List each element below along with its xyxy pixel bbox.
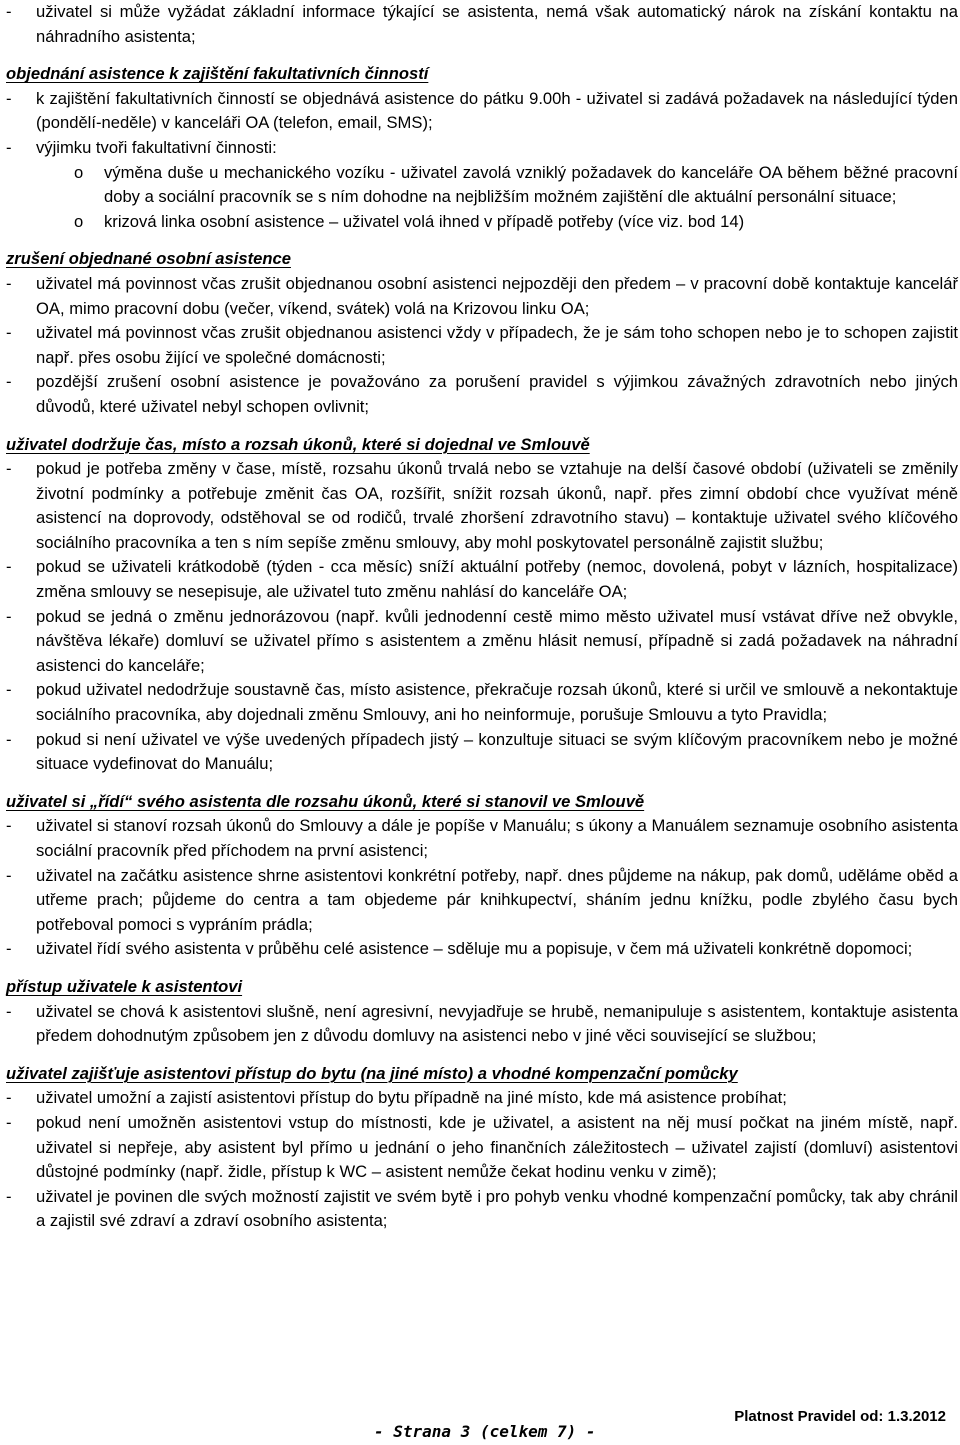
list-dash: - — [6, 1088, 12, 1108]
list-dash: - — [6, 1112, 12, 1132]
list-dash: - — [6, 680, 12, 700]
list-item — [6, 1185, 958, 1234]
list-bullet: o — [74, 162, 84, 182]
section-pristup-do-bytu — [6, 1062, 958, 1234]
list-item-text: uživatel si stanoví rozsah úkonů do Smlouvy a dále je popíše v Manuálu; s úkony a Manuálem seznamuje osobního asistenta sociální pracovník před příchodem na první asistenci; — [36, 816, 958, 860]
section-intro — [6, 0, 958, 49]
list-item-text: uživatel na začátku asistence shrne asistentovi konkrétní potřeby, např. dnes půjdeme na nákup, pak domů, uděláme oběd a utřeme prach; půjdeme do centra a tam objedeme pár knihkupectví, sháním jednu knížku, podle zbylého času bych potřeboval pomoci s vypráním prádla; — [36, 865, 958, 934]
list-dash: - — [6, 1001, 12, 1021]
validity-date: Platnost Pravidel od: 1.3.2012 — [734, 1408, 946, 1425]
list-dash: - — [6, 1186, 12, 1206]
section-dodrzovani — [6, 433, 958, 777]
list-item-text: pokud se uživateli krátkodobě (týden - cca měsíc) sníží aktuální potřeby (nemoc, dovolená, pobyt v lázních, hospitalizace) změna smlouvy se nesepisuje, ale uživatel tuto změnu nahlásí do kanceláře OA; — [36, 557, 958, 602]
section-heading: uživatel zajišťuje asistentovi přístup do bytu (na jiné místo) a vhodné kompenzační pomůcky — [6, 1063, 738, 1083]
list-dash: - — [6, 372, 12, 392]
sub-list-item — [6, 210, 958, 235]
section-heading: objednání asistence k zajištění fakultativních činností — [6, 64, 429, 84]
list-item-text: uživatel umožní a zajistí asistentovi přístup do bytu případně na jiné místo, kde má asistence probíhat; — [36, 1088, 787, 1108]
section-zruseni — [6, 247, 958, 419]
list-bullet: o — [74, 211, 84, 231]
section-heading: zrušení objednané osobní asistence — [6, 249, 291, 269]
section-pristup-uzivatele — [6, 975, 958, 1049]
list-dash: - — [6, 459, 12, 479]
list-item — [6, 937, 958, 962]
section-objednani — [6, 62, 958, 234]
list-item — [6, 0, 958, 49]
list-dash: - — [6, 865, 12, 885]
list-item-text: uživatel se chová k asistentovi slušně, není agresivní, nevyjadřuje se hrubě, nemanipuluje s asistentem, kontaktuje asistenta předem dohodnutým způsobem jen z důvodu domluvy na asistenci nebo v jiné věci související se službou; — [36, 1001, 958, 1046]
list-item — [6, 814, 958, 863]
list-item — [6, 1086, 958, 1111]
section-heading: přístup uživatele k asistentovi — [6, 976, 243, 996]
list-item-text: uživatel má povinnost včas zrušit objednanou asistenci vždy v případech, že je sám toho schopen nebo je to schopen zajistit např. přes osobu žijící ve společné domácnosti; — [36, 323, 958, 367]
list-item-text: pokud si není uživatel ve výše uvedených případech jistý – konzultuje situaci se svým klíčovým pracovníkem nebo je možné situace vydefinovat do Manuálu; — [36, 729, 958, 774]
document-page — [6, 0, 958, 1234]
list-item — [6, 678, 958, 727]
list-dash: - — [6, 273, 12, 293]
list-item-text: pokud uživatel nedodržuje soustavně čas, místo asistence, překračuje rozsah úkonů, které si určil ve smlouvě a nekontaktuje sociálního pracovníka, aby dojednali změnu Smlouvy, ani ho neinformuje, porušuje Smlouvu a tyto Pravidla; — [36, 680, 958, 725]
list-item — [6, 1000, 958, 1049]
list-dash: - — [6, 939, 12, 959]
list-item — [6, 864, 958, 938]
sub-item-text: krizová linka osobní asistence – uživatel volá ihned v případě potřeby (více viz. bod 14) — [104, 211, 745, 231]
page-number: - Strana 3 (celkem 7) - — [374, 1422, 596, 1441]
list-item — [6, 1111, 958, 1185]
list-dash: - — [6, 88, 12, 108]
list-dash: - — [6, 557, 12, 577]
list-dash: - — [6, 729, 12, 749]
page-footer — [0, 1408, 960, 1445]
section-rizeni-asistenta — [6, 790, 958, 962]
list-item-text: uživatel řídí svého asistenta v průběhu celé asistence – sděluje mu a popisuje, v čem má uživateli konkrétně dopomoci; — [36, 939, 913, 959]
list-item — [6, 555, 958, 604]
list-item — [6, 457, 958, 555]
list-item — [6, 321, 958, 370]
list-dash: - — [6, 137, 12, 157]
list-item-text: k zajištění fakultativních činností se objednává asistence do pátku 9.00h - uživatel si zadává požadavek na následující týden (pondělí-neděle) v kanceláři OA (telefon, email, SMS); — [36, 88, 958, 133]
list-item-text: pozdější zrušení osobní asistence je považováno za porušení pravidel s výjimkou závažných zdravotních nebo jiných důvodů, které uživatel nebyl schopen ovlivnit; — [36, 372, 958, 416]
list-item-text: pokud je potřeba změny v čase, místě, rozsahu úkonů trvalá nebo se vztahuje na delší časové období (uživateli se změnily životní podmínky a potřebuje změnit čas OA, rozšířit, snížit rozsah úkonů, např. přes zimní období chce využívat méně asistencí na doprovody, odstěhoval se od rodičů, trvalé zhoršení zdravotního stavu) – kontaktuje uživatel svého klíčového sociálního pracovníka a ten s ním sepíše změnu smlouvy, aby mohl poskytovatel personálně zajistit službu; — [36, 459, 958, 552]
section-heading: uživatel si „řídí“ svého asistenta dle rozsahu úkonů, které si stanovil ve Smlouvě — [6, 791, 645, 811]
list-item — [6, 87, 958, 136]
list-dash: - — [6, 323, 12, 343]
list-item — [6, 136, 958, 161]
list-item — [6, 605, 958, 679]
list-item-text: pokud se jedná o změnu jednorázovou (např. kvůli jednodenní cestě mimo město uživatel musí vstávat dříve než obvykle, návštěva lékaře) domluví se uživatel přímo s asistentem a změnu hlásit nemusí, případně si zadá požadavek na náhradní asistenci do kanceláře; — [36, 606, 958, 675]
sub-item-text: výměna duše u mechanického vozíku - uživatel zavolá vzniklý požadavek do kanceláře OA během běžné pracovní doby a sociální pracovník se s ním dohodne na nejbližším možném zajištění dle aktuální personální situace; — [104, 162, 958, 207]
list-dash: - — [6, 606, 12, 626]
list-item-text: výjimku tvoři fakultativní činnosti: — [36, 137, 277, 157]
list-item-text: uživatel je povinen dle svých možností zajistit ve svém bytě i pro pohyb venku vhodné kompenzační pomůcky, tak aby chránil a zajistil své zdraví a zdraví osobního asistenta; — [36, 1186, 958, 1231]
list-item — [6, 370, 958, 419]
list-dash: - — [6, 816, 12, 836]
list-dash: - — [6, 2, 12, 21]
list-item-text: uživatel má povinnost včas zrušit objednanou osobní asistenci nejpozději den předem – v pracovní době kontaktuje kancelář OA, mimo pracovní dobu (večer, víkend, svátek) volá na Krizovou linku OA; — [36, 273, 958, 318]
list-item-text: pokud není umožněn asistentovi vstup do místnosti, kde je uživatel, a asistent na něj musí počkat na jiném místě, např. uživatel si nepřeje, aby asistent byl přímo u jednání o jeho finančních záležitostech – uživatel zajistí (domluví) asistentovi důstojné podmínky (např. židle, přístup k WC – asistent nemůže čekat hodinu venku v zimě); — [36, 1112, 958, 1182]
list-item — [6, 272, 958, 321]
section-heading: uživatel dodržuje čas, místo a rozsah úkonů, které si dojednal ve Smlouvě — [6, 434, 590, 454]
list-item — [6, 728, 958, 777]
list-item-text: uživatel si může vyžádat základní informace týkající se asistenta, nemá však automatický nárok na získání kontaktu na náhradního asistenta; — [36, 2, 958, 46]
sub-list-item — [6, 161, 958, 210]
